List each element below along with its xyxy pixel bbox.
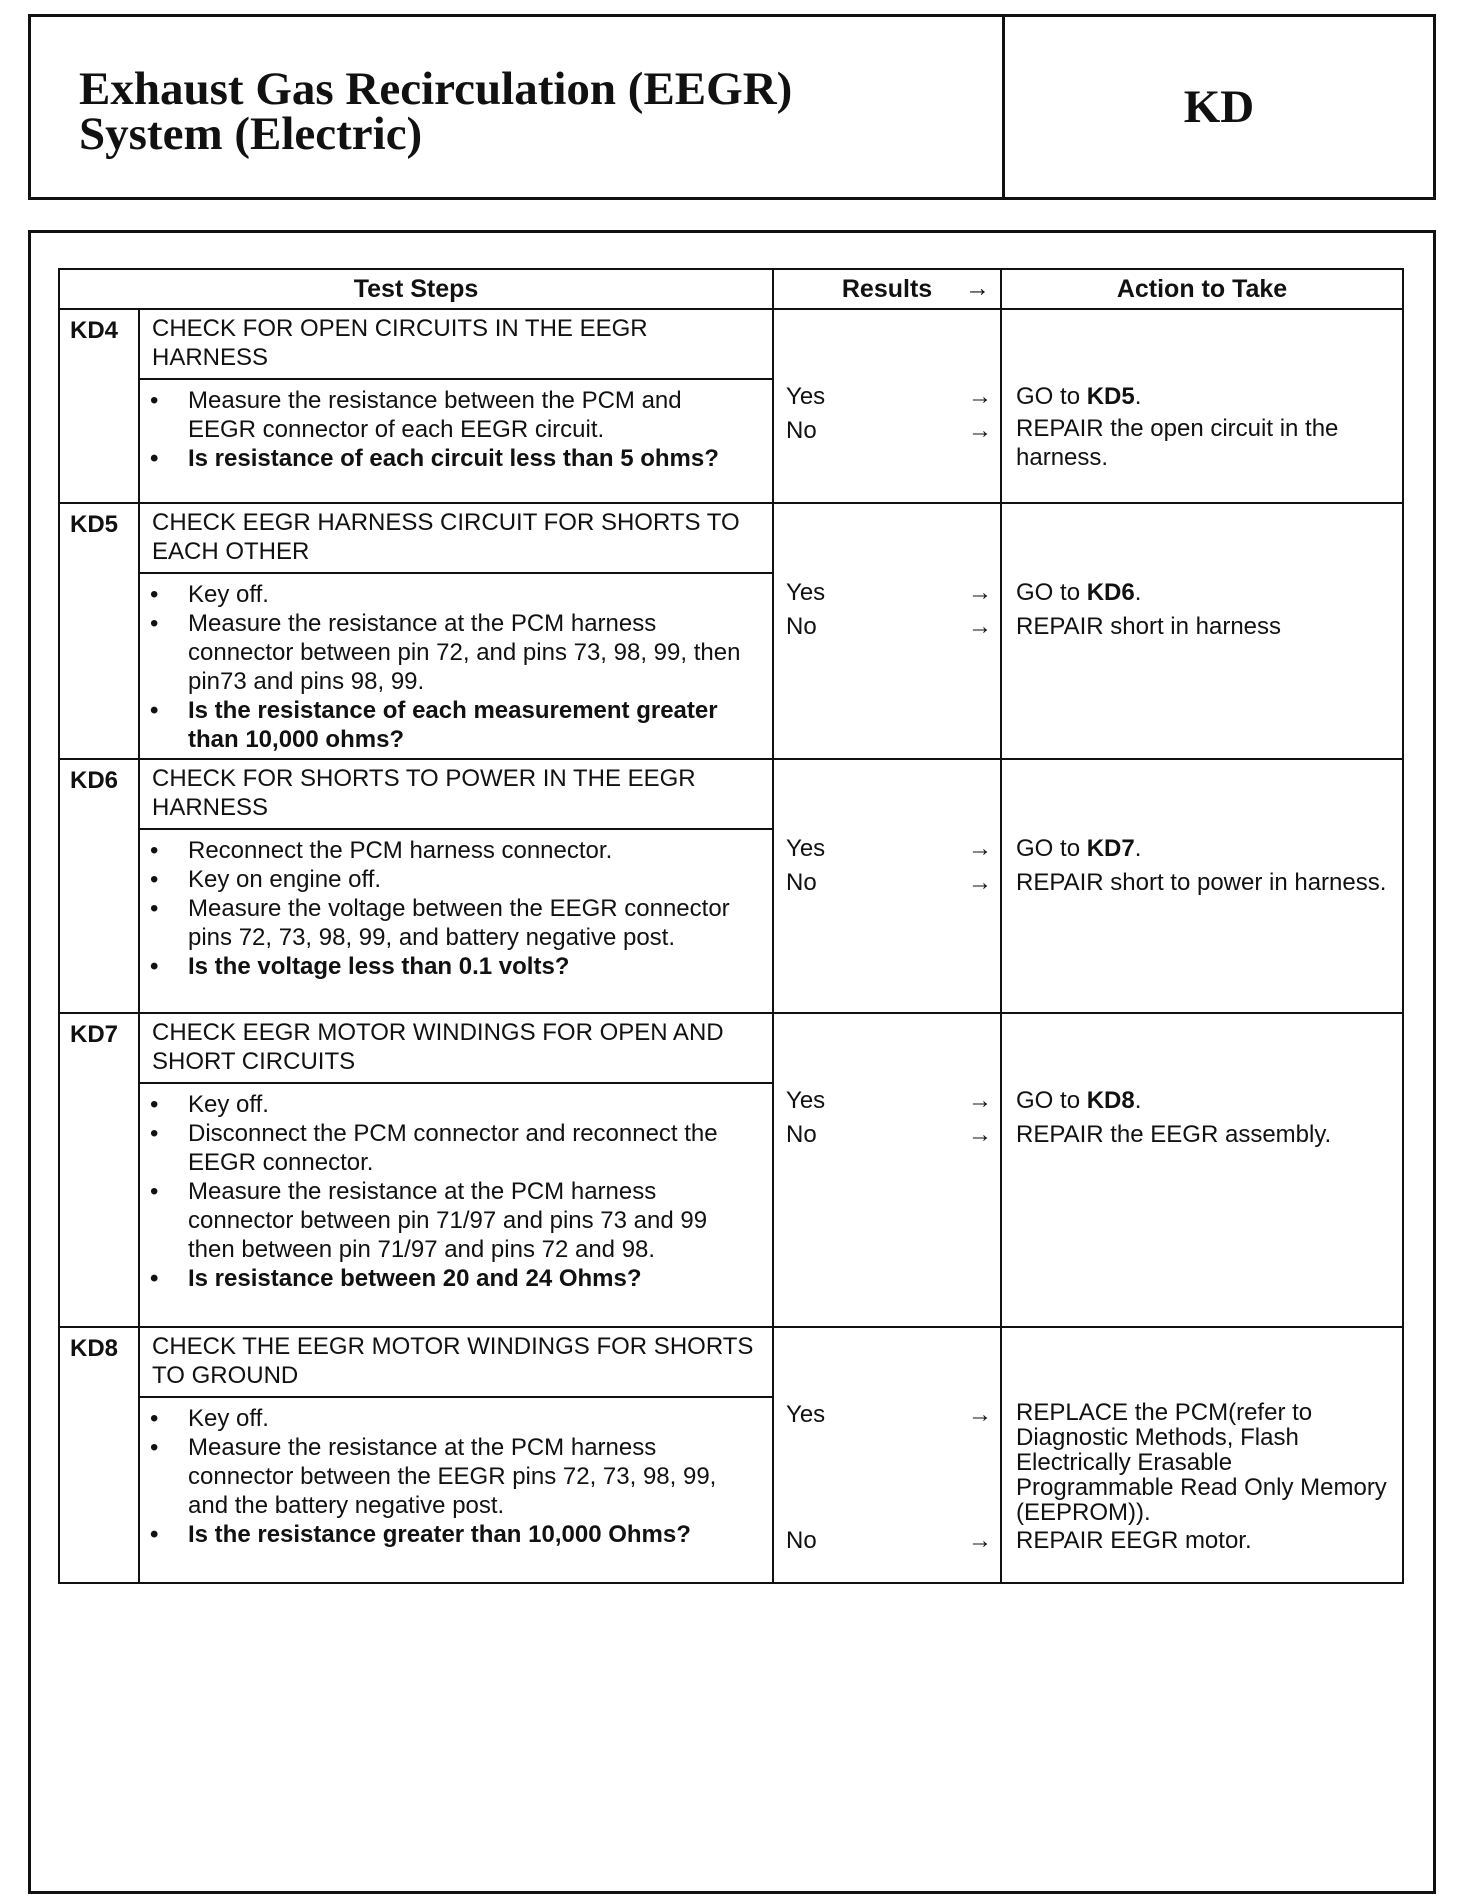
test-question: • Is resistance of each circuit less than 5 ohms? [188,444,754,473]
result-yes-label: Yes [786,1087,826,1114]
action-yes [1016,578,1390,607]
action-no: REPAIR short to power in harness. [1016,869,1387,896]
action-yes-step-ref: KD5 [1086,383,1135,410]
step-instructions [139,829,773,1013]
arrow-icon: → [968,1401,993,1428]
instruction-item: • Key off. [188,1090,754,1119]
step-results [773,1327,1001,1583]
result-yes-label: Yes [786,1401,826,1428]
action-yes-suffix: . [1134,383,1142,410]
test-steps-table [58,268,1404,1584]
step-instructions [139,573,773,759]
step-title: CHECK EEGR HARNESS CIRCUIT FOR SHORTS TO EACH OTHER [139,503,773,573]
action-no: REPAIR EEGR motor. [1016,1527,1252,1554]
step-title: CHECK EEGR MOTOR WINDINGS FOR OPEN AND SHORT CIRCUITS [139,1013,773,1083]
action-yes-text: GO to [1016,579,1087,606]
arrow-icon: → [968,1527,993,1554]
instruction-item: • Measure the resistance at the PCM harness connector between the EEGR pins 72, 73, 98, 99, and the battery negative post. [188,1433,754,1520]
step-code: KD8 [59,1327,139,1583]
action-yes [1016,382,1390,411]
arrow-icon: → [968,869,993,896]
arrow-icon: → [968,383,993,410]
header-results-label: Results [841,274,933,303]
result-no-label: No [786,613,817,640]
action-yes-step-ref: KD8 [1086,1087,1135,1114]
step-title-row [59,309,1403,379]
step-instructions [139,379,773,503]
section-code: KD [1183,81,1255,133]
instruction-item: • Key off. [188,580,754,609]
result-yes [786,578,992,607]
step-title-row [59,1013,1403,1083]
arrow-icon: → [968,835,993,862]
title-line-2: System (Electric) [79,108,423,160]
result-no-label: No [786,869,817,896]
result-no [786,612,992,641]
instruction-item: • Key off. [188,1404,754,1433]
action-yes-suffix: . [1134,579,1142,606]
step-results [773,1013,1001,1327]
action-yes-suffix: . [1134,1087,1142,1114]
page-title [31,17,1005,197]
step-title-row [59,503,1403,573]
step-results [773,309,1001,503]
step-code: KD6 [59,759,139,1013]
result-no-label: No [786,1527,817,1554]
test-question: • Is the resistance greater than 10,000 Ohms? [188,1520,754,1549]
step-actions [1001,309,1403,503]
result-yes [786,834,992,863]
result-no [786,868,992,897]
action-yes-text: GO to [1016,383,1087,410]
arrow-icon: → [968,579,993,606]
result-yes-label: Yes [786,835,826,862]
result-no [786,416,992,445]
page-header [28,14,1436,200]
instruction-item: • Measure the resistance between the PCM and EEGR connector of each EEGR circuit. [188,386,754,444]
test-question: • Is the voltage less than 0.1 volts? [188,952,754,981]
result-no-label: No [786,1121,817,1148]
step-actions [1001,503,1403,759]
step-actions [1001,1327,1403,1583]
instruction-item: • Measure the resistance at the PCM harness connector between pin 71/97 and pins 73 and 99 then between pin 71/97 and pins 72 and 98. [188,1177,754,1264]
action-yes-text: REPLACE the PCM(refer to Diagnostic Methods, Flash Electrically Erasable Programmable Read Only Memory (EEPROM)). [1016,1399,1387,1526]
action-no: REPAIR the EEGR assembly. [1016,1121,1332,1148]
arrow-icon: → [965,274,991,302]
action-yes-suffix: . [1134,835,1142,862]
result-yes [786,1400,992,1429]
instruction-item: • Disconnect the PCM connector and reconnect the EEGR connector. [188,1119,754,1177]
result-yes-label: Yes [786,579,826,606]
header-action: Action to Take [1001,269,1403,309]
result-yes [786,382,992,411]
action-no: REPAIR the open circuit in the harness. [1016,415,1339,471]
action-yes-text: GO to [1016,835,1087,862]
step-actions [1001,759,1403,1013]
step-title: CHECK THE EEGR MOTOR WINDINGS FOR SHORTS TO GROUND [139,1327,773,1397]
test-question: • Is resistance between 20 and 24 Ohms? [188,1264,754,1293]
result-yes-label: Yes [786,383,826,410]
action-yes-step-ref: KD7 [1086,835,1135,862]
instruction-item: • Measure the voltage between the EEGR connector pins 72, 73, 98, 99, and battery negative post. [188,894,754,952]
action-yes-step-ref: KD6 [1086,579,1135,606]
action-no: REPAIR short in harness [1016,613,1282,640]
step-title-row [59,759,1403,829]
step-code: KD4 [59,309,139,503]
step-results [773,759,1001,1013]
header-test-steps: Test Steps [59,269,773,309]
arrow-icon: → [968,1121,993,1148]
step-code: KD5 [59,503,139,759]
step-instructions [139,1397,773,1583]
action-yes [1016,1086,1390,1115]
step-actions [1001,1013,1403,1327]
action-yes-text: GO to [1016,1087,1087,1114]
result-no [786,1120,992,1149]
step-instructions [139,1083,773,1327]
header-results [773,269,1001,309]
title-line-1: Exhaust Gas Recirculation (EEGR) [79,63,793,115]
step-results [773,503,1001,759]
step-title: CHECK FOR SHORTS TO POWER IN THE EEGR HARNESS [139,759,773,829]
arrow-icon: → [968,1087,993,1114]
step-title: CHECK FOR OPEN CIRCUITS IN THE EEGR HARNESS [139,309,773,379]
step-code: KD7 [59,1013,139,1327]
instruction-item: • Key on engine off. [188,865,754,894]
result-no-label: No [786,417,817,444]
instruction-item: • Reconnect the PCM harness connector. [188,836,754,865]
action-yes [1016,834,1390,863]
action-yes [1016,1400,1390,1525]
test-question: • Is the resistance of each measurement greater than 10,000 ohms? [188,696,754,754]
arrow-icon: → [968,613,993,640]
result-no [786,1526,992,1555]
arrow-icon: → [968,417,993,444]
step-title-row [59,1327,1403,1397]
result-yes [786,1086,992,1115]
instruction-item: • Measure the resistance at the PCM harness connector between pin 72, and pins 73, 98, 99, then pin73 and pins 98, 99. [188,609,754,696]
